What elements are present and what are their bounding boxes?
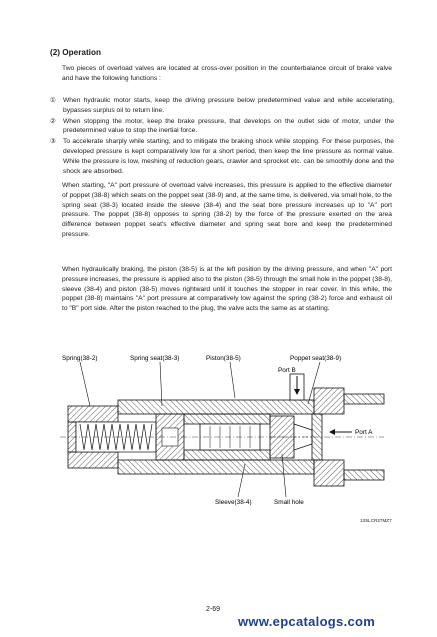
page-number: 2-69 [206,606,221,613]
sleeve-label: Sleeve(38-4) [215,499,252,506]
list-number: ① [50,97,56,104]
poppet-seat-label: Poppet seat(38-9) [290,355,342,362]
list-number: ③ [50,138,56,146]
port-b-label: Port B [278,367,296,374]
list-text: To accelerate sharply while starting, and to mitigate the braking shock while stopping. For these purposes, the developed pressure is kept comparatively low for a short period, then keep the line pressure as normal value. While the pressure is low, meshing of reduction gears, crawler and sprocket etc. can be smoothly done and the shock are absorbed. [63,138,394,175]
list-item [50,96,394,116]
small-hole-label: Small hole [274,499,304,506]
watermark: www.epcatalogs.com [238,614,376,629]
spring-seat-label: Spring seat(38-3) [130,355,180,362]
spring-label: Spring(38-2) [62,355,98,362]
list-item [50,117,394,137]
intro-paragraph: Two pieces of overload valves are located at cross-over position in the counterbalance circuit of brake valve and have the following functions : [62,65,392,82]
starting-paragraph: When starting, "A" port pressure of overload valve increases, this pressure is applied to the effective diameter of poppet (38-8) which seats on the poppet seat (38-9) and, at the same time, is delivered, via small hole, to the spring seat (38-3) located inside the sleeve (38-4) and the seat bore pressure increases up to "A" port pressure. The poppet (38-8) opposes to spring (38-2) by the force of the pressure exerted on the area difference between poppet seat's effective diameter and spring seat bore and keep the predetermined pressure. [62,182,392,238]
overload-valve-diagram [50,354,390,514]
list-item [50,137,394,176]
section-title: (2) Operation [50,48,101,57]
piston-label: Piston(38-5) [206,355,241,362]
function-list [50,96,394,177]
list-number: ② [50,117,56,125]
list-text: When stopping the motor, keep the brake pressure, that develops on the outlet side of motor, under the predetermined value to stop the inertial force. [63,117,394,135]
braking-paragraph: When hydraulically braking, the piston (38-5) is at the left position by the driving pressure, and when "A" port pressure increases, the pressure is applied also to the piston (38-5) through the small hole in the poppet (38-8), sleeve (38-4) and piston (38-5) moves rightward until it touches the stopper in rear cover. In this while, the poppet (38-8) maintains "A" port pressure at comparatively low against the spring (38-2) force and exhaust oil to "B" port side. After the piston reached to the plug, the valve acts the same as at starting. [62,266,392,313]
port-a-label: Port A [355,429,373,436]
list-text: When hydraulic motor starts, keep the driving pressure below predetermined value and while accelerating, bypasses surplus oil to return line. [63,97,394,114]
figure-code: 13SLCR27MZ7 [360,518,392,523]
